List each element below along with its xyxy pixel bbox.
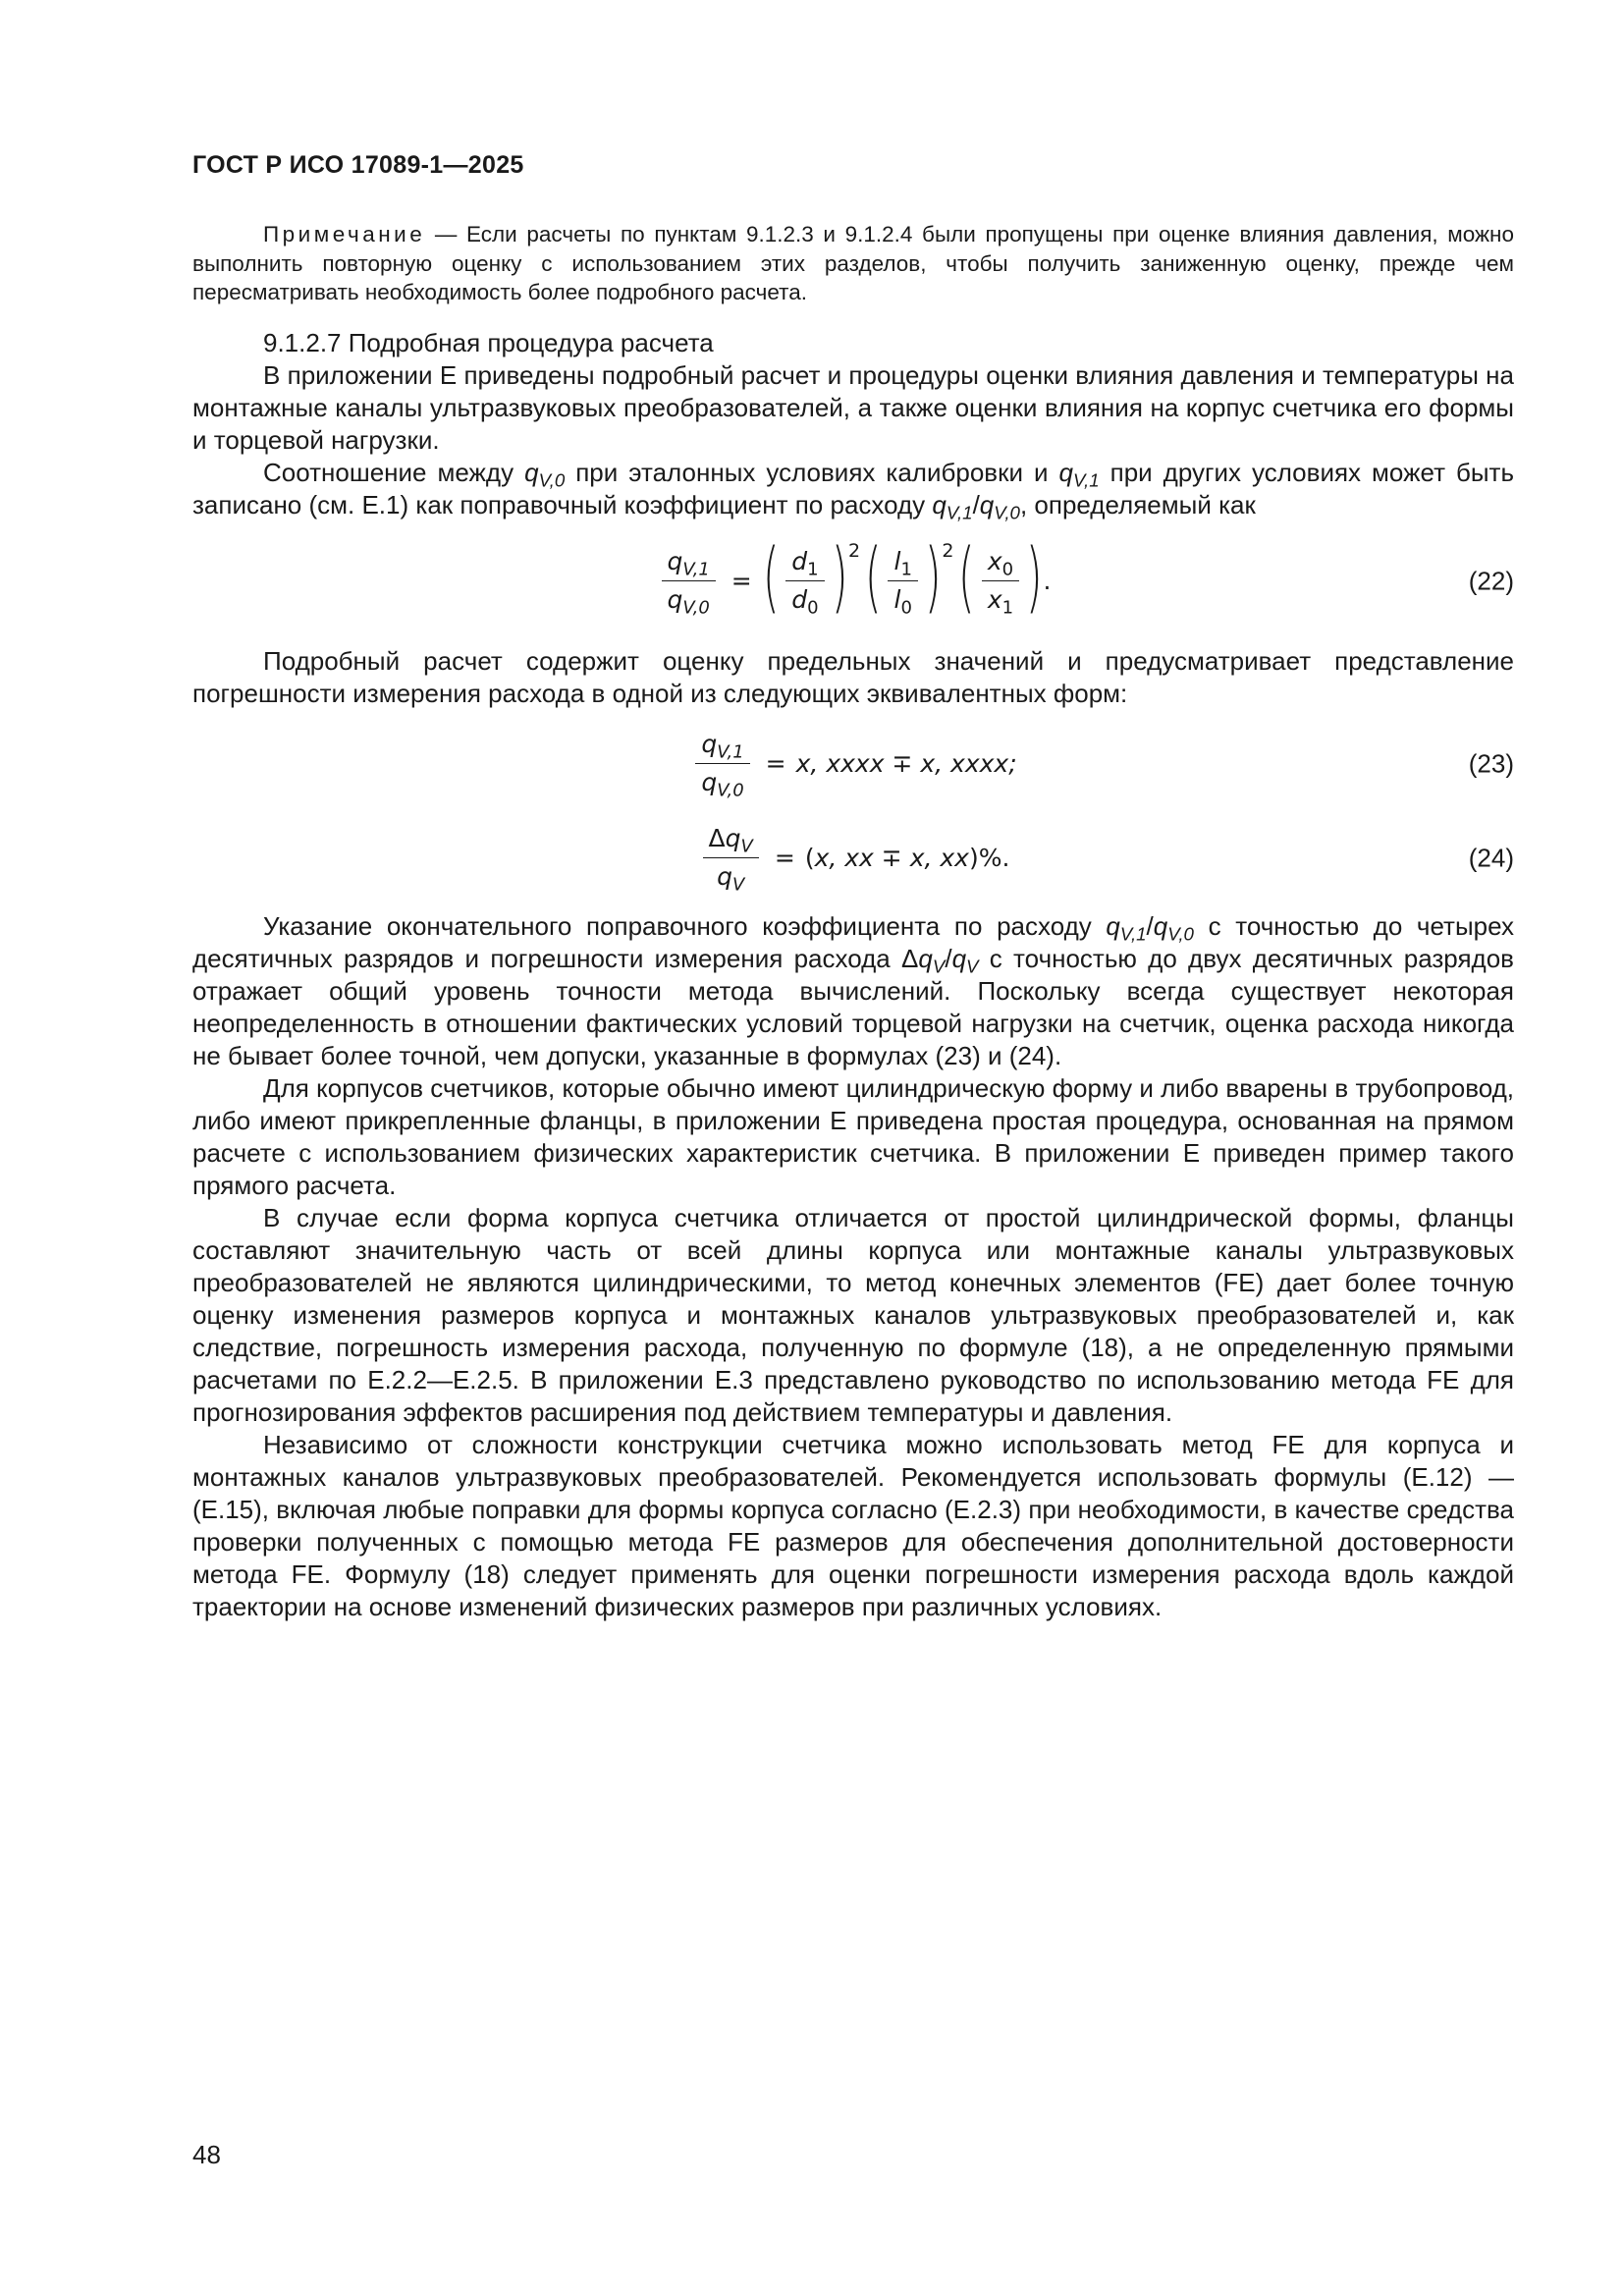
page-body — [192, 220, 1514, 1623]
paragraph-3: Подробный расчет содержит оценку предельных значений и предусматривает представление погрешности измерения расхода в одной из следующих эквивалентных форм: — [192, 645, 1514, 708]
paragraph-6: В случае если форма корпуса счетчика отличается от простой цилиндрической формы, фланцы составляют значительную часть от всей длины корпуса или монтажные каналы ультразвуковых преобразователей не являются цилиндрическими, то метод конечных элементов (FE) дает более точную оценку изменения размеров корпуса и монтажных каналов ультразвуковых преобразователей и, как следствие, погрешность измерения расхода, полученную по формуле (18), а не определенную прямыми расчетами по Е.2.2—Е.2.5. В приложении Е.3 представлено руководство по использованию метода FE для прогнозирования эффектов расширения под действием температуры и давления. — [192, 1202, 1514, 1427]
document-code: ГОСТ Р ИСО 17089-1—2025 — [192, 151, 524, 179]
note-paragraph — [192, 220, 1514, 307]
group-d: ( $\frac{d_1}{d_0}$ ) 2 — [762, 532, 861, 622]
note-label: Примечание — [263, 222, 426, 246]
note-text: — Если расчеты по пунктам 9.1.2.3 и 9.1.2.4 были пропущены при оценке влияния давления, можно выполнить повторную оценку с использованием этих разделов, чтобы получить заниженную оценку, прежде чем пересматривать необходимость более подробного расчета. — [192, 222, 1514, 304]
paragraph-5: Для корпусов счетчиков, которые обычно имеют цилиндрическую форму и либо вварены в трубопровод, либо имеют прикрепленные фланцы, в приложении Е приведена простая процедура, основанная на прямом расчете с использованием физических характеристик счетчика. В приложении Е приведен пример такого прямого расчета. — [192, 1072, 1514, 1200]
formula-number-24: (24) — [1468, 843, 1514, 872]
fraction-q-ratio: $\frac{q_{V,1}}{q_{V,0}}$ — [662, 543, 716, 619]
paragraph-2: Соотношение между $q_{V,0}$ при эталонных условиях калибровки и $q_{V,1}$ при других условиях может быть записано (см. Е.1) как поправочный коэффициент по расходу $q_{V,1}/q_{V,0}$, определяемый как — [192, 457, 1514, 523]
paragraph-7: Независимо от сложности конструкции счетчика можно использовать метод FE для корпуса и монтажных каналов ультразвуковых преобразователей. Рекомендуется использовать формулы (Е.12) — (Е.15), включая любые поправки для формы корпуса согласно (Е.2.3) при необходимости, в качестве средства проверки полученных с помощью метода FE размеров для обеспечения дополнительной достоверности метода FE. Формулу (18) следует применять для оценки погрешности измерения расхода вдоль каждой траектории на основе изменений физических размеров при различных условиях. — [192, 1429, 1514, 1621]
formula-number-22: (22) — [1468, 566, 1514, 595]
formula-23: $\frac{q_{V,1}}{q_{V,0}}$ = x, xxxx ∓ x, xxxx; (23) — [192, 722, 1514, 806]
formula-24: $\frac{\Delta q_V}{q_V}$ = ( x, xx ∓ x, xx ) %. (24) — [192, 816, 1514, 901]
page-number: 48 — [192, 2140, 221, 2169]
formula-number-23: (23) — [1468, 748, 1514, 778]
section-heading: 9.1.2.7 Подробная процедура расчета — [263, 327, 714, 357]
formula-22: $\frac{q_{V,1}}{q_{V,0}}$ = ( $\frac{d_1}{d_0}$ ) 2 ( $\frac{l_1}{l_0}$ ) 2 ( $\frac{x_0}{x_1}$ ) . (22) — [192, 527, 1514, 635]
group-l: ( $\frac{l_1}{l_0}$ ) 2 — [864, 532, 954, 622]
group-x: ( $\frac{x_0}{x_1}$ ) — [958, 532, 1043, 622]
paragraph-4: Указание окончательного поправочного коэффициента по расходу $q_{V,1}/q_{V,0}$ с точностью до четырех десятичных разрядов и погрешности измерения расхода $\Delta q_V/q_V$ с точностью до двух десятичных разрядов отражает общий уровень точности метода вычислений. Поскольку всегда существует некоторая неопределенность в отношении фактических условий торцевой нагрузки на счетчик, оценка расхода никогда не бывает более точной, чем допуски, указанные в формулах (23) и (24). — [192, 910, 1514, 1070]
paragraph-1: В приложении Е приведены подробный расчет и процедуры оценки влияния давления и температуры на монтажные каналы ультразвуковых преобразователей, а также оценки влияния на корпус счетчика его формы и торцевой нагрузки. — [192, 359, 1514, 455]
